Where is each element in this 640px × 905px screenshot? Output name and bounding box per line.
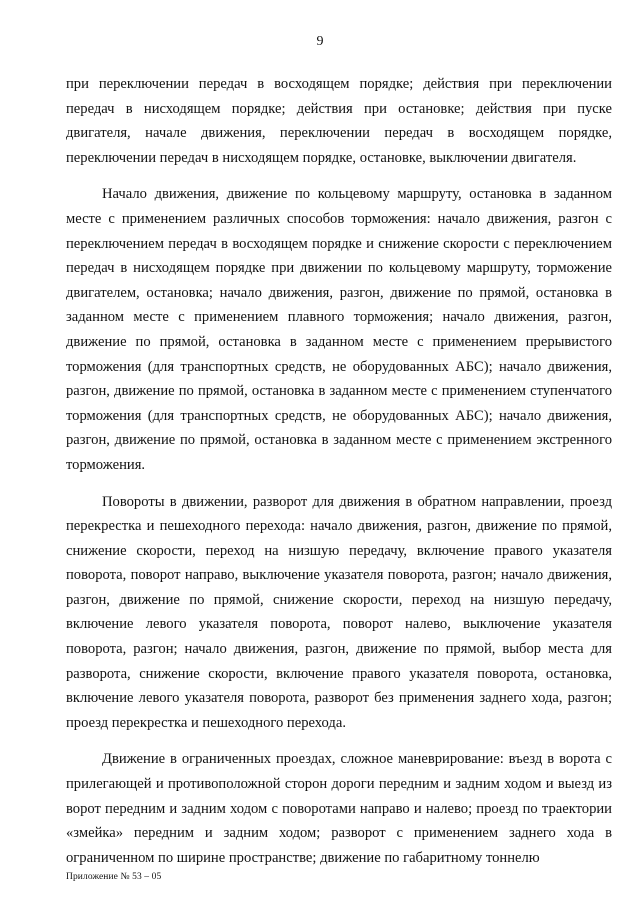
paragraph-limited-passages: Движение в ограниченных проездах, сложное маневрирование: въезд в ворота с прилегающей и противоположной сторон дороги передним и задним ходом и выезд из ворот передним и задним ходом с поворотами направо и налево; проезд по траектории «змейка» передним и задним ходом; разворот с применением заднего хода в ограниченном по ширине пространстве; движение по габаритному тоннелю (66, 751, 612, 866)
paragraph-turns: Повороты в движении, разворот для движения в обратном направлении, проезд перекрестка и пешеходного перехода: начало движения, разгон, движение по прямой, снижение скорости, переход на низшую передачу, включение правого указателя поворота, поворот направо, выключение указателя поворота, разгон; начало движения, разгон, движение по прямой, снижение скорости, переход на низшую передачу, включение левого указателя поворота, поворот налево, выключение указателя поворота, разгон; начало движения, разгон, движение по прямой, выбор места для разворота, снижение скорости, включение правого указателя поворота, остановка, включение левого указателя поворота, разворот без применения заднего хода, разгон; проезд перекрестка и пешеходного перехода. (66, 493, 612, 731)
page-footer: Приложение № 53 – 05 (66, 872, 162, 882)
page-number: 9 (316, 34, 324, 49)
paragraph-continuation: при переключении передач в восходящем порядке; действия при переключении передач в нисходящем порядке; действия при остановке; действия при пуске двигателя, начале движения, переключении передач в восходящем порядке, переключении передач в нисходящем порядке, остановке, выключении двигателя. (66, 76, 612, 166)
paragraph-circular-route: Начало движения, движение по кольцевому маршруту, остановка в заданном месте с применением различных способов торможения: начало движения, разгон с переключением передач в восходящем порядке и снижение скорости с переключением передач в нисходящем порядке при движении по кольцевому маршруту, торможение двигателем, остановка; начало движения, разгон, движение по прямой, остановка в заданном месте с применением плавного торможения; начало движения, разгон, движение по прямой, остановка в заданном месте с применением прерывистого торможения (для транспортных средств, не оборудованных АБС); начало движения, разгон, движение по прямой, остановка в заданном месте с применением ступенчатого торможения (для транспортных средств, не оборудованных АБС); начало движения, разгон, движение по прямой, остановка в заданном месте с применением экстренного торможения. (66, 186, 612, 473)
document-body (66, 72, 612, 870)
